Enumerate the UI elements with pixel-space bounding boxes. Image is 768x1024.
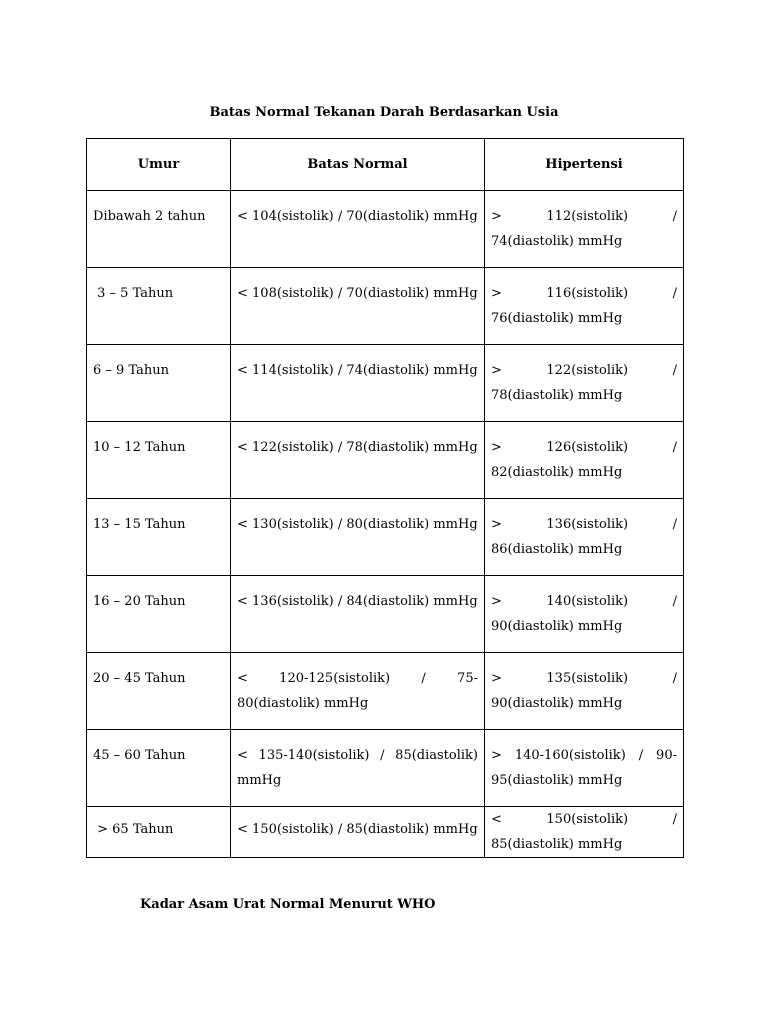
cell-batas-normal: < 120-125(sistolik) / 75-80(diastolik) mmHg — [231, 653, 485, 730]
cell-batas-normal: < 135-140(sistolik) / 85(diastolik) mmHg — [231, 730, 485, 807]
cell-batas-normal: < 104(sistolik) / 70(diastolik) mmHg — [231, 191, 485, 268]
cell-batas-normal: < 136(sistolik) / 84(diastolik) mmHg — [231, 576, 485, 653]
cell-hipertensi: > 136(sistolik) / 86(diastolik) mmHg — [485, 499, 684, 576]
cell-umur: 3 – 5 Tahun — [87, 268, 231, 345]
cell-hipertensi: < 150(sistolik) / 85(diastolik) mmHg — [485, 807, 684, 858]
table-row — [87, 191, 684, 268]
table-row — [87, 422, 684, 499]
table-row — [87, 345, 684, 422]
cell-hipertensi: > 140-160(sistolik) / 90-95(diastolik) mmHg — [485, 730, 684, 807]
header-batas-normal: Batas Normal — [231, 139, 485, 191]
cell-umur: 45 – 60 Tahun — [87, 730, 231, 807]
cell-hipertensi: > 126(sistolik) / 82(diastolik) mmHg — [485, 422, 684, 499]
cell-batas-normal: < 130(sistolik) / 80(diastolik) mmHg — [231, 499, 485, 576]
cell-hipertensi: > 122(sistolik) / 78(diastolik) mmHg — [485, 345, 684, 422]
cell-umur: 13 – 15 Tahun — [87, 499, 231, 576]
cell-batas-normal: < 122(sistolik) / 78(diastolik) mmHg — [231, 422, 485, 499]
section-heading: Kadar Asam Urat Normal Menurut WHO — [140, 897, 436, 912]
cell-umur: 10 – 12 Tahun — [87, 422, 231, 499]
table-row — [87, 807, 684, 858]
table-row — [87, 268, 684, 345]
cell-hipertensi: > 135(sistolik) / 90(diastolik) mmHg — [485, 653, 684, 730]
cell-umur: 20 – 45 Tahun — [87, 653, 231, 730]
cell-batas-normal: < 108(sistolik) / 70(diastolik) mmHg — [231, 268, 485, 345]
table-row — [87, 576, 684, 653]
table-row — [87, 653, 684, 730]
table-title: Batas Normal Tekanan Darah Berdasarkan Usia — [209, 105, 559, 120]
table-row — [87, 730, 684, 807]
header-umur: Umur — [87, 139, 231, 191]
blood-pressure-table — [86, 138, 684, 858]
cell-umur: > 65 Tahun — [87, 807, 231, 858]
cell-hipertensi: > 112(sistolik) / 74(diastolik) mmHg — [485, 191, 684, 268]
cell-umur: 16 – 20 Tahun — [87, 576, 231, 653]
header-hipertensi: Hipertensi — [485, 139, 684, 191]
cell-batas-normal: < 114(sistolik) / 74(diastolik) mmHg — [231, 345, 485, 422]
cell-umur: 6 – 9 Tahun — [87, 345, 231, 422]
cell-umur: Dibawah 2 tahun — [87, 191, 231, 268]
table-row — [87, 499, 684, 576]
cell-batas-normal: < 150(sistolik) / 85(diastolik) mmHg — [231, 807, 485, 858]
table-header-row — [87, 139, 684, 191]
cell-hipertensi: > 140(sistolik) / 90(diastolik) mmHg — [485, 576, 684, 653]
cell-hipertensi: > 116(sistolik) / 76(diastolik) mmHg — [485, 268, 684, 345]
